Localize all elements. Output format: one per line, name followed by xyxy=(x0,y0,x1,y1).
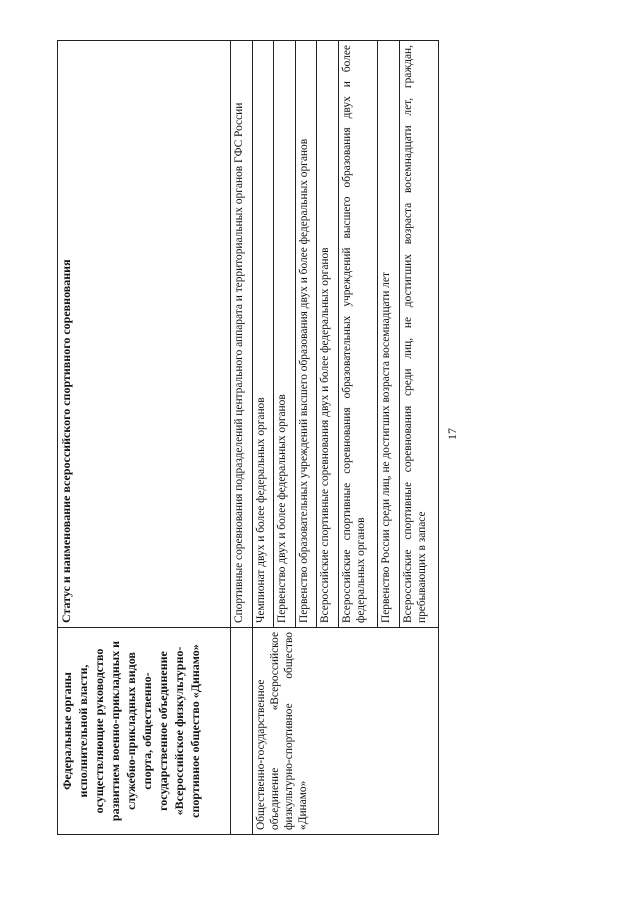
competition-item: Всероссийские спортивные соревнования среди лиц, не достигших возраста восемнадцати лет, граждан, пребывающих в запасе xyxy=(399,41,438,628)
table-row xyxy=(231,41,253,835)
table-row xyxy=(252,41,274,835)
competitions-table xyxy=(57,40,439,835)
header-federal-bodies: Федеральные органы исполнительной власти, осуществляющие руководство развитием военно-прикладных и служебно-прикладных видов спорта, общественно-государственное объединение «Всероссийское физкультурно-спортивное общество «Динамо» xyxy=(58,628,231,835)
table-header-row xyxy=(58,41,231,835)
rotated-table-frame xyxy=(57,41,439,835)
page-number: 17 xyxy=(445,428,459,440)
competition-item: Всероссийские спортивные соревнования двух и более федеральных органов xyxy=(317,41,339,628)
empty-org-cell xyxy=(231,628,253,835)
header-competition-status: Статус и наименование всероссийского спортивного соревнования xyxy=(58,41,231,628)
competition-item: Первенство России среди лиц, не достигших возраста восемнадцати лет xyxy=(378,41,400,628)
competition-item: Чемпионат двух и более федеральных органов xyxy=(252,41,274,628)
competition-item: Первенство образовательных учреждений высшего образования двух и более федеральных органов xyxy=(295,41,317,628)
organization-dinamo: Общественно-государственное объединение «Всероссийское физкультурно-спортивное общество «Динамо» xyxy=(252,628,438,835)
competition-item: Первенство двух и более федеральных органов xyxy=(274,41,296,628)
competition-item: Всероссийские спортивные соревнования образовательных учреждений высшего образования двух и более федеральных органов xyxy=(338,41,377,628)
competition-gfs: Спортивные соревнования подразделений центрального аппарата и территориальных органов ГФС России xyxy=(231,41,253,628)
